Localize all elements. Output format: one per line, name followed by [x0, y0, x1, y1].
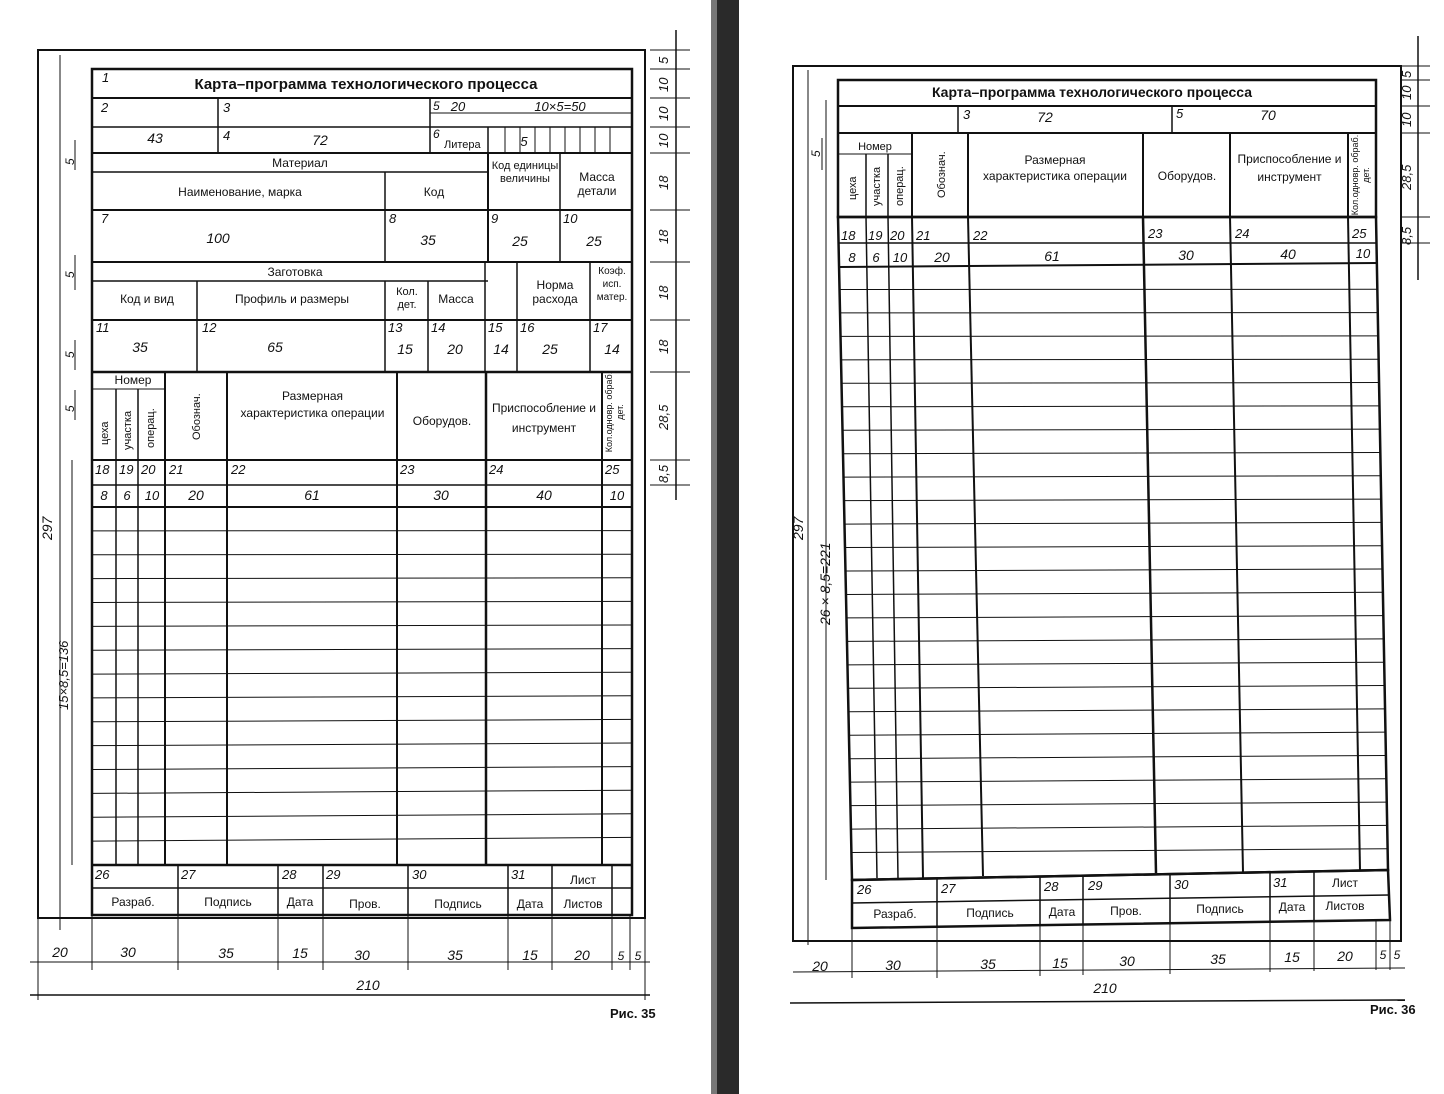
r-footer-date: Дата [1048, 905, 1076, 919]
r-dim-72: 72 [1037, 109, 1053, 125]
r-footer-sheets: Листов [1325, 899, 1365, 913]
field-num-22: 22 [231, 462, 246, 477]
form-title-r: Карта–программа технологического процесса [931, 84, 1253, 100]
bdim-3: 35 [218, 945, 234, 961]
r-bdim-4: 15 [1052, 955, 1068, 971]
field-num-14: 14 [431, 320, 446, 335]
r-bdim-10: 5 [1393, 948, 1401, 962]
row-rule [92, 696, 632, 698]
row-rule-r [844, 499, 1381, 501]
row-rule-r [850, 779, 1386, 782]
r-ldim-rows: 26 × 8,5=221 [817, 542, 833, 625]
r-ops-equip: Оборудов. [1157, 169, 1217, 183]
rdim-1: 5 [656, 56, 671, 64]
field-num-28: 28 [282, 867, 297, 882]
field-num-3: 3 [223, 100, 231, 115]
row-rule [92, 743, 632, 746]
footer-sheet: Лист [569, 873, 597, 887]
field-num-29: 29 [326, 867, 341, 882]
row-rule [92, 814, 632, 817]
dim-72: 72 [312, 132, 328, 148]
r-rdim-1: 5 [1399, 70, 1414, 78]
rdim-8: 18 [656, 339, 671, 354]
r-bdim-2: 30 [885, 957, 901, 973]
field-num-26: 26 [95, 867, 110, 882]
row-rule-r [850, 755, 1386, 758]
bdim-10: 5 [634, 949, 642, 963]
ldim-5b: 5 [63, 271, 77, 278]
bdim-9: 5 [617, 949, 625, 963]
bdim-4: 15 [292, 945, 308, 961]
ops-qty: Кол.одновр. обраб. дет. [604, 371, 625, 453]
field-num-13: 13 [388, 320, 403, 335]
rdim-5: 18 [656, 175, 671, 190]
bdim-6: 35 [447, 947, 463, 963]
dim-width: 210 [356, 977, 380, 993]
ops-tool: Приспособление и инструмент [491, 401, 597, 435]
caption-36: Рис. 36 [1370, 1002, 1416, 1017]
row-rule-r [843, 429, 1380, 430]
ops-desig: Обознач. [191, 393, 203, 440]
dim-o30: 30 [433, 487, 449, 503]
dim-25a: 25 [512, 233, 528, 249]
dim-25b: 25 [586, 233, 602, 249]
row-rule-r [846, 592, 1383, 594]
field-num-15: 15 [488, 320, 503, 335]
r-ops-number: Номер [858, 141, 892, 153]
field-num-10: 10 [563, 211, 578, 226]
r-field-num-22: 22 [973, 228, 988, 243]
ldim-total: 297 [39, 516, 55, 540]
r-dim-o8: 8 [848, 250, 856, 265]
r-field-num-21: 21 [916, 228, 931, 243]
r-dim-o40: 40 [1280, 246, 1296, 262]
r-bdim-9: 5 [1379, 948, 1387, 962]
r-field-num-23: 23 [1148, 226, 1163, 241]
field-num-5: 5 [433, 99, 440, 113]
dim-o61: 61 [304, 487, 320, 503]
dim-b35: 35 [132, 339, 148, 355]
dim-20: 20 [450, 99, 466, 114]
r-ops-qty: Кол.одновр. обраб. дет. [1350, 134, 1371, 216]
row-rule-r [851, 802, 1387, 806]
dim-35: 35 [420, 232, 436, 248]
footer-sign: Подпись [204, 895, 252, 909]
litera-label: Литера [444, 139, 481, 151]
row-rule [92, 625, 632, 626]
r-dim-o6: 6 [872, 250, 880, 265]
r-rdim-3: 10 [1399, 112, 1414, 127]
material-mass: Масса детали [577, 170, 617, 198]
field-num-18: 18 [95, 462, 110, 477]
dim-b20: 20 [447, 341, 463, 357]
dim-o20: 20 [188, 487, 204, 503]
row-rule-r [852, 849, 1388, 853]
blank-profile: Профиль и размеры [234, 292, 350, 306]
row-rule [92, 649, 632, 651]
operation-rows [92, 531, 632, 842]
r-field-num-27: 27 [941, 881, 956, 896]
row-rule [92, 672, 632, 674]
blank-coef: Коэф. исп. матер. [596, 266, 628, 303]
ops-equip: Оборудов. [412, 414, 472, 428]
material-code: Код [423, 185, 445, 199]
row-rule-r [844, 476, 1381, 477]
r-rdim-4: 28,5 [1399, 164, 1414, 190]
r-field-num-19: 19 [868, 228, 883, 243]
rdim-10: 8,5 [656, 464, 671, 483]
rdim-3: 10 [656, 106, 671, 121]
r-ops-desc: Размерная характеристика операции [983, 153, 1127, 183]
bdim-8: 20 [574, 947, 590, 963]
r-bdim-8: 20 [1337, 948, 1353, 964]
row-rule [92, 790, 632, 793]
bdim-5: 30 [354, 947, 370, 963]
r-footer-check: Пров. [1110, 904, 1142, 918]
row-rule-r [841, 359, 1379, 360]
dim-b65: 65 [267, 339, 283, 355]
ops-oper: операц. [145, 408, 157, 448]
footer-date2: Дата [516, 897, 544, 911]
ops-desc: Размерная характеристика операции [240, 389, 385, 420]
field-num-19: 19 [119, 462, 134, 477]
rdim-6: 18 [656, 229, 671, 244]
ops-area: участка [122, 410, 134, 450]
field-num-2: 2 [101, 100, 109, 115]
field-num-16: 16 [520, 320, 535, 335]
row-rule-r [847, 639, 1384, 641]
form-title: Карта–программа технологического процесса [194, 76, 538, 93]
dim-o40: 40 [536, 487, 552, 503]
row-rule [92, 554, 632, 555]
dim-o10b: 10 [609, 488, 625, 503]
row-rule-r [846, 569, 1383, 571]
r-bdim-3: 35 [980, 956, 996, 972]
blank-kind: Код и вид [120, 292, 174, 306]
field-num-7: 7 [101, 211, 109, 226]
r-field-num-29: 29 [1088, 878, 1103, 893]
field-num-20: 20 [141, 462, 156, 477]
dim-100: 100 [206, 230, 230, 246]
row-rule [92, 719, 632, 721]
r-field-num-5: 5 [1176, 106, 1184, 121]
row-rule-r [848, 686, 1385, 689]
blank-norm: Норма расхода [532, 278, 578, 306]
field-num-21: 21 [169, 462, 184, 477]
field-num-4: 4 [223, 128, 231, 143]
footer-sign2: Подпись [434, 897, 482, 911]
ops-shop: цеха [99, 421, 111, 445]
dim-43: 43 [147, 130, 163, 146]
blank-header: Заготовка [267, 265, 323, 279]
row-rule [92, 837, 632, 841]
dim-o10: 10 [144, 488, 160, 503]
dim-b25: 25 [542, 341, 558, 357]
r-field-num-20: 20 [890, 228, 905, 243]
bdim-2: 30 [120, 944, 136, 960]
rdim-7: 18 [656, 285, 671, 300]
r-footer-date2: Дата [1278, 900, 1306, 914]
r-ops-oper: операц. [894, 166, 906, 206]
gutter-shadow [711, 0, 717, 1094]
material-header: Материал [272, 156, 328, 170]
r-bdim-6: 35 [1210, 951, 1226, 967]
material-unit-code: Код единицы величины [491, 160, 559, 185]
r-rdim-2: 10 [1399, 85, 1414, 100]
r-bdim-5: 30 [1119, 953, 1135, 969]
r-footer-sign2: Подпись [1196, 902, 1244, 916]
r-field-num-24: 24 [1235, 226, 1250, 241]
row-rule-r [845, 522, 1382, 524]
row-rule-r [845, 546, 1382, 548]
row-rule-r [847, 616, 1384, 618]
field-num-27: 27 [181, 867, 196, 882]
dim-b15: 15 [397, 341, 413, 357]
blank-mass: Масса [438, 292, 474, 306]
ldim-5a: 5 [63, 158, 77, 165]
row-rule-r [849, 709, 1386, 712]
field-num-23: 23 [400, 462, 415, 477]
r-rdim-5: 8,5 [1399, 226, 1414, 245]
field-num-24: 24 [489, 462, 504, 477]
row-rule-r [843, 452, 1380, 453]
r-ldim-total: 297 [790, 516, 806, 540]
caption-35: Рис. 35 [610, 1006, 656, 1021]
blank-qty: Кол. дет. [396, 286, 418, 311]
bdim-7: 15 [522, 947, 538, 963]
row-rule-r [851, 825, 1387, 829]
row-rule [92, 578, 632, 579]
rdim-2: 10 [656, 77, 671, 92]
r-footer-dev: Разраб. [873, 907, 917, 921]
r-ops-desig: Обознач. [936, 151, 948, 198]
r-ops-tool: Приспособление и инструмент [1237, 152, 1342, 184]
rdim-4: 10 [656, 133, 671, 148]
row-rule-r [842, 383, 1380, 384]
r-field-num-18: 18 [841, 228, 856, 243]
field-num-25: 25 [605, 462, 620, 477]
material-name: Наименование, марка [178, 185, 302, 199]
r-dim-o30: 30 [1178, 247, 1194, 263]
dim-10x5: 10×5=50 [534, 99, 586, 114]
r-footer-sheet: Лист [1331, 876, 1359, 890]
ldim-rows: 15×8,5=136 [56, 640, 71, 710]
dim-b14a: 14 [493, 341, 509, 357]
row-rule-r [842, 406, 1380, 407]
field-num-30: 30 [412, 867, 427, 882]
row-rule-r [848, 662, 1385, 665]
r-ldim-5: 5 [809, 150, 823, 157]
figure-35-text [39, 56, 671, 1021]
r-field-num-31: 31 [1273, 875, 1288, 890]
r-dim-o61: 61 [1044, 248, 1060, 264]
r-ops-area: участка [871, 166, 883, 206]
bdim-1: 20 [52, 944, 68, 960]
r-dim-o10: 10 [892, 250, 908, 265]
r-dim-o10b: 10 [1355, 246, 1371, 261]
r-dim-width: 210 [1093, 980, 1117, 996]
footer-dev: Разраб. [111, 895, 155, 909]
ldim-5d: 5 [63, 405, 77, 412]
rdim-9: 28,5 [656, 404, 671, 430]
r-dim-o20: 20 [934, 249, 950, 265]
book-gutter [717, 0, 739, 1094]
ops-number: Номер [114, 373, 152, 387]
field-num-8: 8 [389, 211, 397, 226]
r-bdim-7: 15 [1284, 949, 1300, 965]
r-field-num-26: 26 [857, 882, 872, 897]
r-bdim-1: 20 [812, 958, 828, 974]
footer-date: Дата [286, 895, 314, 909]
field-num-9: 9 [491, 211, 499, 226]
r-field-num-30: 30 [1174, 877, 1189, 892]
field-num-1: 1 [102, 70, 110, 85]
footer-sheets: Листов [563, 897, 603, 911]
row-rule [92, 601, 632, 602]
row-rule-r [849, 732, 1385, 735]
r-field-num-28: 28 [1044, 879, 1059, 894]
r-dim-70: 70 [1260, 107, 1276, 123]
dim-o8: 8 [100, 488, 108, 503]
field-num-12: 12 [202, 320, 217, 335]
r-field-num-25: 25 [1352, 226, 1367, 241]
dim-b14b: 14 [604, 341, 620, 357]
field-num-6: 6 [433, 127, 440, 141]
field-num-17: 17 [593, 320, 608, 335]
r-field-num-3: 3 [963, 107, 971, 122]
field-num-11: 11 [96, 320, 110, 335]
r-footer-sign: Подпись [966, 906, 1014, 920]
dim-5: 5 [520, 134, 528, 149]
ldim-5c: 5 [63, 351, 77, 358]
footer-check: Пров. [349, 897, 381, 911]
dim-o6: 6 [123, 488, 131, 503]
field-num-31: 31 [511, 867, 526, 882]
row-rule [92, 767, 632, 770]
r-ops-shop: цеха [847, 176, 859, 200]
